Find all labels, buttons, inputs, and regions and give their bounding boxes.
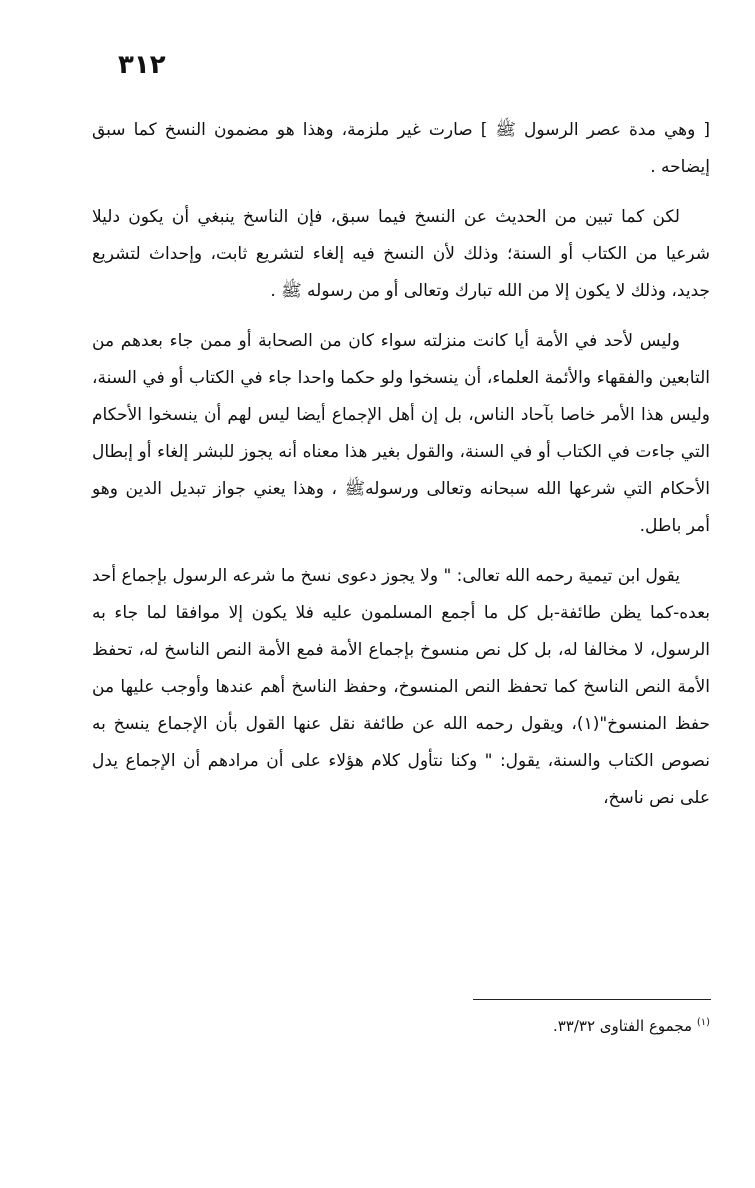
paragraph-1: [ وهي مدة عصر الرسول ﷺ ] صارت غير ملزمة، وهذا هو مضمون النسخ كما سبق إيضاحه .	[92, 120, 710, 177]
footnote-marker: (١)	[696, 1017, 710, 1028]
paragraph-4: يقول ابن تيمية رحمه الله تعالى: " ولا يجوز دعوى نسخ ما شرعه الرسول بإجماع أحد بعده-كما يظن طائفة-بل كل ما أجمع المسلمون عليه فلا يكون إلا موافقا لما جاء به الرسول، لا مخالفا له، بل كل نص منسوخ بإجماع الأمة فمع الأمة النص الناسخ له، تحفظ الأمة النص الناسخ كما تحفظ النص المنسوخ، وحفظ الناسخ أهم عندها وأوجب عليها من حفظ المنسوخ"(١)، ويقول رحمه الله عن طائفة نقل عنها القول بأن الإجماع ينسخ به نصوص الكتاب والسنة، يقول: " وكنا نتأول كلام هؤلاء على أن مرادهم أن الإجماع يدل على نص ناسخ،	[92, 566, 710, 808]
footnote-divider	[473, 999, 711, 1000]
footnote	[553, 1012, 710, 1037]
page-number: ٣١٢	[118, 50, 166, 80]
paragraph-3: وليس لأحد في الأمة أيا كانت منزلته سواء كان من الصحابة أو ممن جاء بعدهم من التابعين والفقهاء والأئمة العلماء، أن ينسخوا ولو حكما واحدا جاء في الكتاب أو في السنة، وليس هذا الأمر خاصا بآحاد الناس، بل إن أهل الإجماع أيضا ليس لهم أن ينسخوا الأحكام التي جاءت في الكتاب أو في السنة، والقول بغير هذا معناه أنه يجوز للبشر إلغاء أو إبطال الأحكام التي شرعها الله سبحانه وتعالى ورسولهﷺ ، وهذا يعني جواز تبديل الدين وهو أمر باطل.	[92, 331, 710, 536]
footnote-text: مجموع الفتاوى ٣٣/٣٢.	[552, 1017, 693, 1035]
paragraph-2: لكن كما تبين من الحديث عن النسخ فيما سبق، فإن الناسخ ينبغي أن يكون دليلا شرعيا من الكتاب أو السنة؛ وذلك لأن النسخ فيه إلغاء لتشريع ثابت، وإحداث لتشريع جديد، وذلك لا يكون إلا من الله تبارك وتعالى أو من رسوله ﷺ .	[92, 207, 710, 301]
body-text	[92, 112, 710, 830]
